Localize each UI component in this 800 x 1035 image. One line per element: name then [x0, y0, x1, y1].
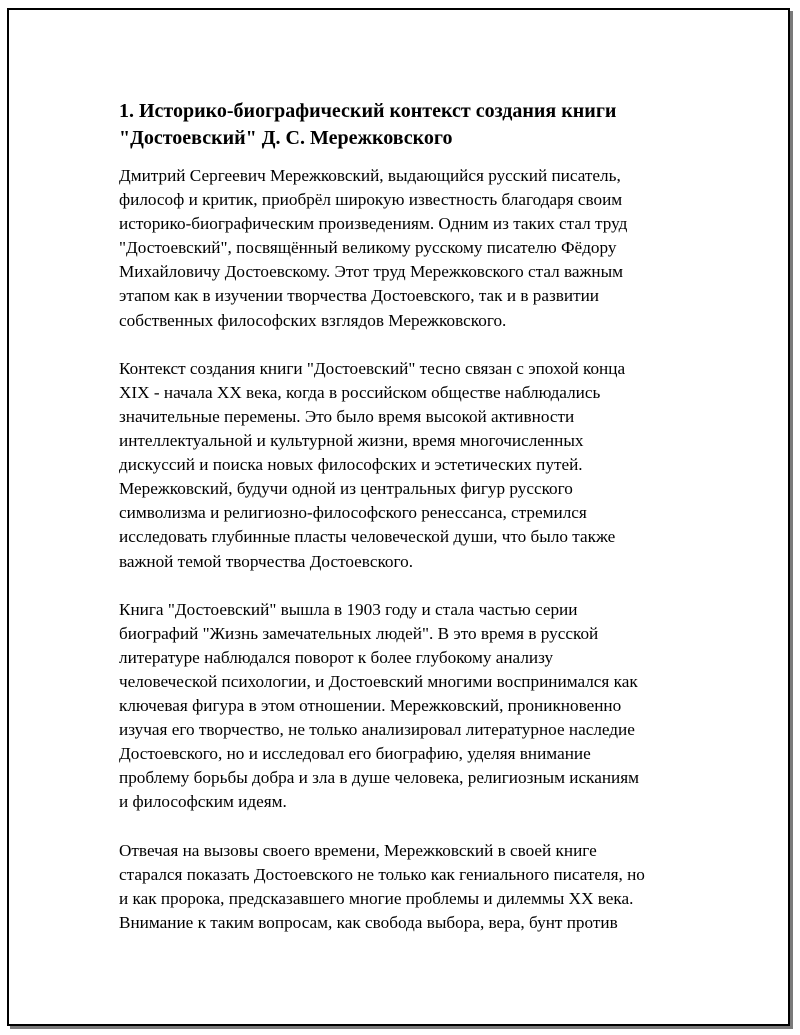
text-line: историко-биографическим произведениям. Одним из таких стал труд	[119, 214, 628, 234]
text-line: XIX - начала XX века, когда в российском обществе наблюдались	[119, 382, 601, 402]
paragraph-2	[119, 357, 699, 574]
text-line: Дмитрий Сергеевич Мережковский, выдающийся русский писатель,	[119, 166, 621, 185]
text-line: этапом как в изучении творчества Достоевского, так и в развитии	[119, 286, 599, 306]
text-line: проблему борьбы добра и зла в душе человека, религиозным исканиям	[119, 768, 640, 788]
text-line: дискуссий и поиска новых философских и эстетических путей.	[119, 455, 583, 475]
text-line: Отвечая на вызовы своего времени, Мережковский в своей книге	[119, 840, 597, 860]
text-line: значительные перемены. Это было время высокой активности	[119, 406, 575, 426]
heading-line: "Достоевский" Д. С. Мережковского	[119, 127, 453, 149]
text-line: Книга "Достоевский" вышла в 1903 году и стала частью серии	[119, 599, 578, 619]
text-line: изучая его творчество, не только анализировал литературное наследие	[119, 720, 635, 740]
paragraph-1	[119, 164, 699, 333]
text-line: человеческой психологии, и Достоевский многими воспринимался как	[119, 671, 638, 691]
text-line: символизма и религиозно-философского ренессанса, стремился	[119, 503, 587, 523]
paragraph-4	[119, 839, 699, 935]
text-line: и как пророка, предсказавшего многие проблемы и дилеммы XX века.	[119, 888, 634, 908]
text-line: Внимание к таким вопросам, как свобода выбора, вера, бунт против	[119, 912, 618, 932]
text-line: старался показать Достоевского не только как гениального писателя, но	[119, 864, 645, 884]
text-line: и философским идеям.	[119, 792, 287, 812]
paragraph-3	[119, 598, 699, 815]
text-line: "Достоевский", посвящённый великому русскому писателю Фёдору	[119, 238, 617, 258]
document-body	[119, 98, 699, 959]
text-line: Достоевского, но и исследовал его биографию, уделяя внимание	[119, 744, 591, 764]
text-line: собственных философских взглядов Мережковского.	[119, 310, 507, 330]
text-line: литературе наблюдался поворот к более глубокому анализу	[119, 647, 554, 667]
text-line: исследовать глубинные пласты человеческой души, что было также	[119, 527, 616, 547]
text-line: интеллектуальной и культурной жизни, время многочисленных	[119, 431, 584, 451]
heading-line: 1. Историко-биографический контекст создания книги	[119, 100, 617, 122]
text-line: биографий "Жизнь замечательных людей". В это время в русской	[119, 623, 599, 643]
section-heading	[119, 98, 699, 152]
text-line: важной темой творчества Достоевского.	[119, 551, 414, 571]
document-page	[7, 8, 790, 1026]
text-line: ключевая фигура в этом отношении. Мережковский, проникновенно	[119, 696, 622, 716]
text-line: Михайловичу Достоевскому. Этот труд Мережковского стал важным	[119, 262, 624, 282]
text-line: Контекст создания книги "Достоевский" тесно связан с эпохой конца	[119, 358, 626, 378]
text-line: философ и критик, приобрёл широкую известность благодаря своим	[119, 190, 623, 210]
text-line: Мережковский, будучи одной из центральных фигур русского	[119, 479, 573, 499]
